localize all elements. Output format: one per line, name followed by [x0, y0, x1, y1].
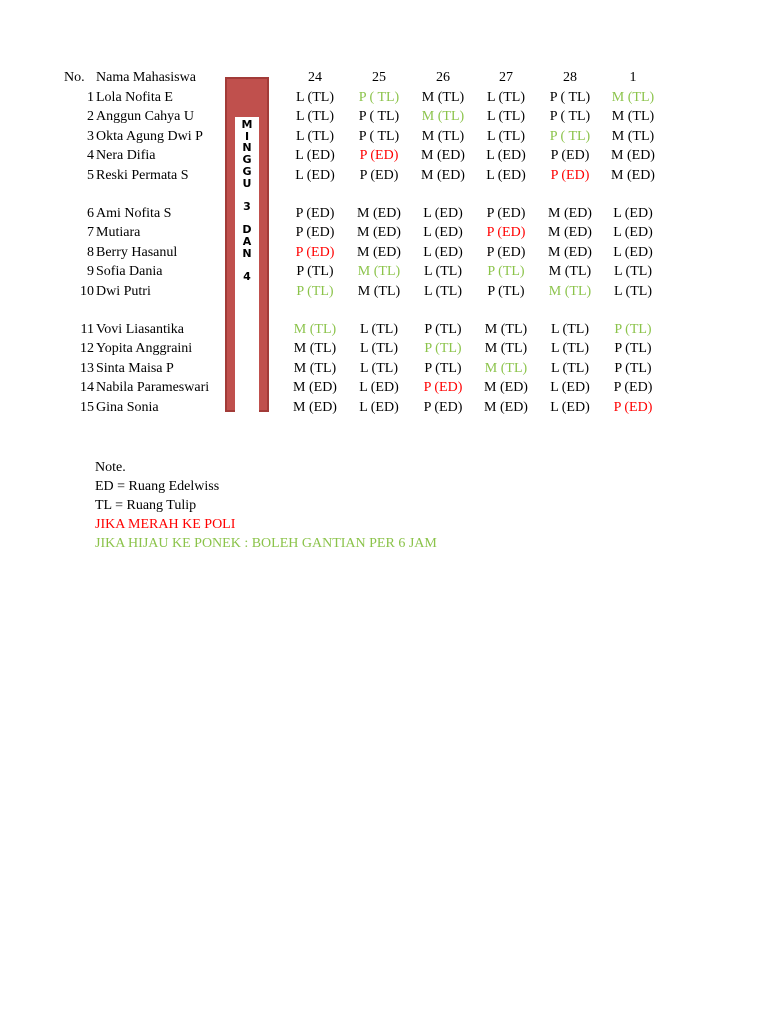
note-line: JIKA MERAH KE POLI	[95, 517, 236, 532]
shift-cell: P (TL)	[487, 264, 525, 280]
student-name: Nera Difia	[96, 148, 156, 164]
student-name: Berry Hasanul	[96, 244, 178, 260]
shift-cell: M (TL)	[548, 283, 592, 299]
shift-cell: L (TL)	[296, 128, 334, 144]
shift-cell: M (ED)	[421, 167, 465, 183]
student-name: Vovi Liasantika	[96, 322, 185, 337]
shift-cell: L (TL)	[296, 90, 334, 105]
shift-cell: P ( TL)	[358, 109, 400, 125]
shift-cell: P (ED)	[295, 225, 335, 241]
shift-cell: L (TL)	[424, 283, 462, 299]
student-name: Yopita Anggraini	[96, 341, 193, 357]
row-number: 2	[87, 109, 94, 125]
note-line: Note.	[95, 460, 126, 475]
table-row	[0, 146, 768, 166]
shift-cell: L (TL)	[614, 283, 652, 299]
shift-cell: L (ED)	[613, 244, 653, 260]
table-row	[0, 378, 768, 398]
student-name: Lola Nofita E	[96, 90, 173, 105]
shift-cell: M (TL)	[421, 90, 465, 105]
shift-cell: M (ED)	[484, 399, 528, 415]
shift-cell: M (ED)	[484, 380, 528, 396]
header-date: 1	[629, 70, 637, 85]
shift-cell: L (ED)	[550, 380, 590, 396]
note-line: TL = Ruang Tulip	[95, 498, 197, 513]
shift-cell: P (ED)	[613, 399, 653, 415]
shift-cell: L (TL)	[487, 109, 525, 125]
row-number: 5	[87, 167, 94, 183]
shift-cell: M (ED)	[357, 206, 401, 221]
shift-cell: M (TL)	[484, 341, 528, 357]
student-name: Gina Sonia	[96, 399, 159, 415]
shift-cell: L (ED)	[359, 380, 399, 396]
header-name: Nama Mahasiswa	[96, 70, 196, 85]
shift-cell: M (ED)	[611, 148, 655, 164]
shift-cell: L (TL)	[360, 360, 398, 376]
shift-cell: P (ED)	[550, 148, 590, 164]
shift-cell: P (TL)	[487, 283, 525, 299]
shift-cell: P (ED)	[550, 167, 590, 183]
shift-cell: P (TL)	[614, 341, 652, 357]
shift-cell: L (TL)	[551, 341, 589, 357]
shift-cell: P (TL)	[424, 341, 462, 357]
shift-cell: L (ED)	[423, 206, 463, 221]
row-number: 9	[87, 264, 94, 280]
table-row	[0, 107, 768, 127]
header-no: No.	[64, 70, 85, 85]
table-row	[0, 262, 768, 282]
shift-cell: P ( TL)	[358, 128, 400, 144]
row-number: 15	[80, 399, 94, 415]
shift-cell: L (ED)	[613, 225, 653, 241]
table-row	[0, 166, 768, 186]
shift-cell: L (TL)	[614, 264, 652, 280]
shift-cell: L (TL)	[360, 322, 398, 337]
shift-cell: M (TL)	[548, 264, 592, 280]
student-name: Dwi Putri	[96, 283, 151, 299]
shift-cell: M (TL)	[611, 128, 655, 144]
row-number: 8	[87, 244, 94, 260]
shift-cell: L (ED)	[486, 148, 526, 164]
student-name: Ami Nofita S	[96, 206, 172, 221]
table-row	[0, 88, 768, 108]
shift-cell: M (ED)	[611, 167, 655, 183]
shift-cell: M (TL)	[611, 109, 655, 125]
row-number: 4	[87, 148, 94, 164]
header-date: 28	[563, 70, 577, 85]
table-row	[0, 243, 768, 263]
shift-cell: L (TL)	[296, 109, 334, 125]
shift-cell: M (ED)	[293, 380, 337, 396]
student-name: Anggun Cahya U	[96, 109, 194, 125]
note-line: ED = Ruang Edelwiss	[95, 479, 220, 494]
row-number: 13	[80, 360, 94, 376]
note-line: JIKA HIJAU KE PONEK : BOLEH GANTIAN PER 6 JAM	[95, 536, 437, 551]
shift-cell: M (TL)	[421, 128, 465, 144]
shift-cell: P ( TL)	[549, 109, 591, 125]
shift-cell: L (ED)	[486, 167, 526, 183]
shift-cell: M (ED)	[548, 206, 592, 221]
table-row	[0, 223, 768, 243]
shift-cell: M (TL)	[293, 360, 337, 376]
shift-cell: P (ED)	[359, 167, 399, 183]
row-number: 1	[87, 90, 94, 105]
shift-cell: P (ED)	[486, 206, 526, 221]
student-name: Mutiara	[96, 225, 141, 241]
shift-cell: L (TL)	[487, 90, 525, 105]
shift-cell: P ( TL)	[549, 90, 591, 105]
row-number: 6	[87, 206, 94, 221]
header-row	[0, 68, 768, 88]
shift-cell: M (ED)	[548, 225, 592, 241]
shift-cell: L (TL)	[487, 128, 525, 144]
shift-cell: L (ED)	[295, 167, 335, 183]
shift-cell: P (TL)	[296, 283, 334, 299]
shift-cell: L (TL)	[424, 264, 462, 280]
shift-cell: L (TL)	[551, 322, 589, 337]
row-number: 3	[87, 128, 94, 144]
table-row	[0, 127, 768, 147]
week-banner-label: M I N G G U 3 D A N 4	[241, 118, 253, 284]
shift-cell: M (ED)	[548, 244, 592, 260]
row-number: 11	[80, 322, 94, 337]
student-name: Sofia Dania	[96, 264, 163, 280]
shift-cell: M (TL)	[357, 264, 401, 280]
row-number: 10	[80, 283, 94, 299]
shift-cell: L (ED)	[359, 399, 399, 415]
header-date: 24	[308, 70, 322, 85]
student-name: Reski Permata S	[96, 167, 189, 183]
shift-cell: P ( TL)	[358, 90, 400, 105]
shift-cell: P (ED)	[486, 244, 526, 260]
shift-cell: M (ED)	[357, 225, 401, 241]
shift-cell: P (ED)	[295, 206, 335, 221]
table-row	[0, 398, 768, 418]
table-row	[0, 320, 768, 340]
shift-cell: P (ED)	[423, 399, 463, 415]
shift-cell: P (ED)	[359, 148, 399, 164]
shift-cell: L (ED)	[423, 225, 463, 241]
row-number: 7	[87, 225, 94, 241]
student-name: Okta Agung Dwi P	[96, 128, 203, 144]
header-date: 25	[372, 70, 386, 85]
student-name: Nabila Parameswari	[96, 380, 210, 396]
shift-cell: P (ED)	[295, 244, 335, 260]
shift-cell: P (TL)	[424, 322, 462, 337]
shift-cell: M (TL)	[293, 322, 337, 337]
shift-cell: M (ED)	[421, 148, 465, 164]
shift-cell: M (TL)	[293, 341, 337, 357]
shift-cell: M (TL)	[484, 322, 528, 337]
shift-cell: P ( TL)	[549, 128, 591, 144]
shift-cell: M (TL)	[421, 109, 465, 125]
shift-cell: P (TL)	[614, 360, 652, 376]
shift-cell: M (TL)	[357, 283, 401, 299]
shift-cell: P (ED)	[613, 380, 653, 396]
table-row	[0, 339, 768, 359]
shift-cell: P (TL)	[424, 360, 462, 376]
student-name: Sinta Maisa P	[96, 360, 174, 376]
shift-cell: L (ED)	[295, 148, 335, 164]
header-date: 27	[499, 70, 513, 85]
shift-cell: P (TL)	[614, 322, 652, 337]
table-row	[0, 359, 768, 379]
header-date: 26	[436, 70, 450, 85]
table-row	[0, 282, 768, 302]
shift-cell: L (TL)	[360, 341, 398, 357]
row-number: 14	[80, 380, 94, 396]
shift-cell: M (TL)	[484, 360, 528, 376]
shift-cell: P (TL)	[296, 264, 334, 280]
shift-cell: L (ED)	[423, 244, 463, 260]
shift-cell: P (ED)	[486, 225, 526, 241]
shift-cell: M (ED)	[357, 244, 401, 260]
shift-cell: P (ED)	[423, 380, 463, 396]
shift-cell: L (ED)	[613, 206, 653, 221]
row-number: 12	[80, 341, 94, 357]
shift-cell: M (ED)	[293, 399, 337, 415]
shift-cell: L (ED)	[550, 399, 590, 415]
shift-cell: M (TL)	[611, 90, 655, 105]
table-row	[0, 204, 768, 224]
shift-cell: L (TL)	[551, 360, 589, 376]
